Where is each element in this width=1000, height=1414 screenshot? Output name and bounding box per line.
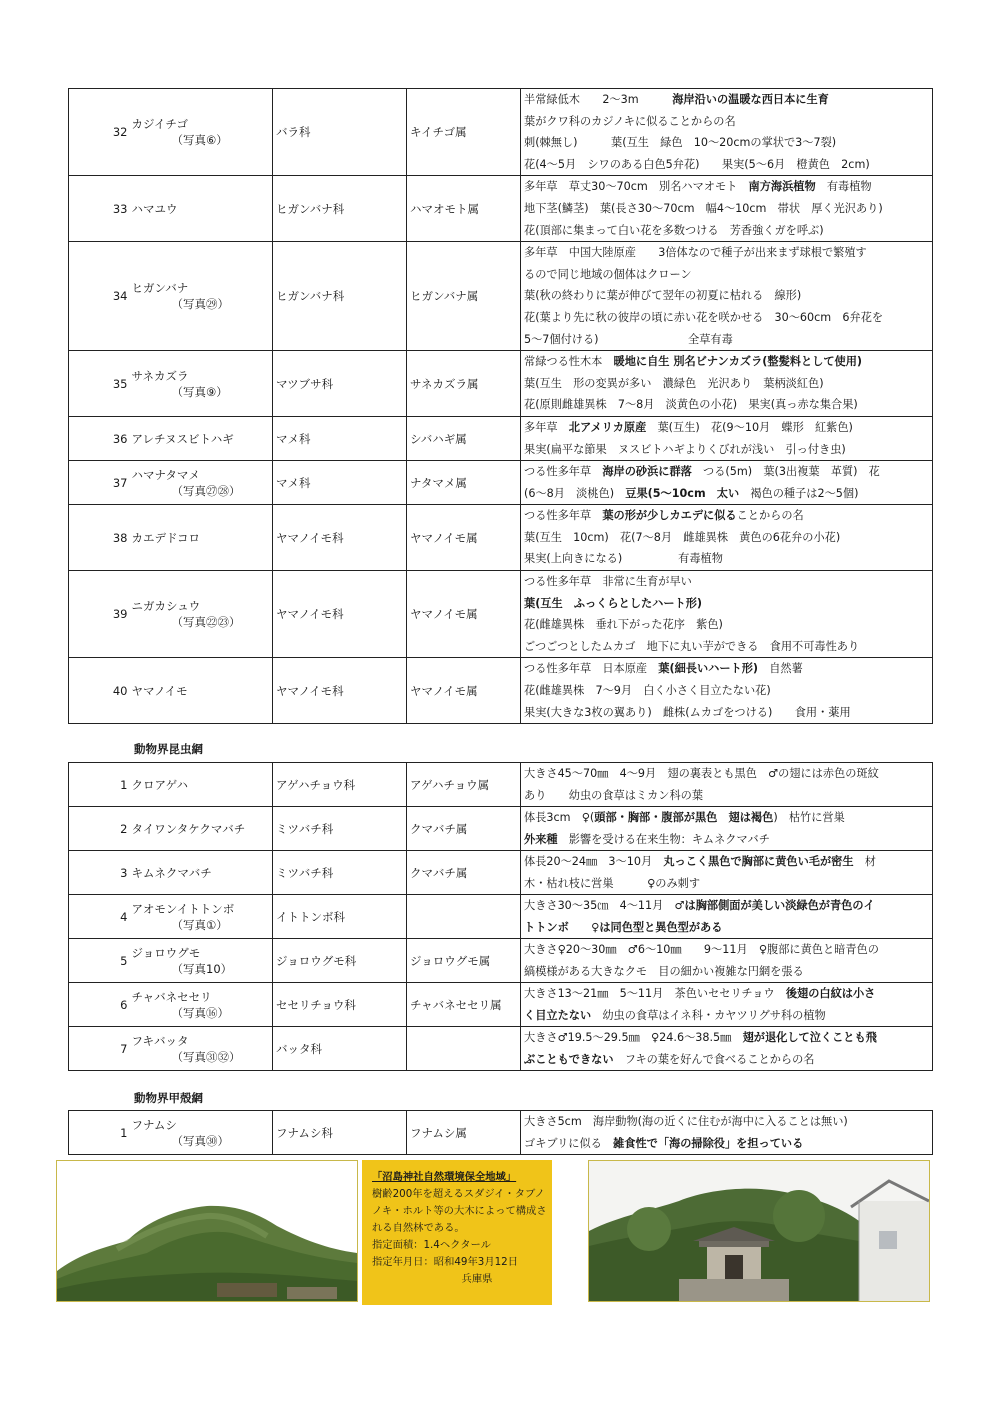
description-line <box>524 373 932 395</box>
description-line <box>524 548 932 570</box>
row-number: 32 <box>69 89 131 176</box>
notice-title: 「沼島神社自然環境保全地域」 <box>372 1171 517 1183</box>
photo-reference: （写真㉒㉓） <box>171 615 241 630</box>
description-text: 5〜7個付ける) 全草有毒 <box>524 332 733 346</box>
family-cell: ヒガンバナ科 <box>273 242 407 351</box>
family-cell: イトトンボ科 <box>273 895 407 939</box>
description-line <box>524 702 932 724</box>
species-name-cell <box>131 242 273 351</box>
species-name-cell <box>131 658 273 724</box>
description-line <box>524 132 932 154</box>
description-line <box>524 351 932 373</box>
description-line <box>524 285 932 307</box>
photo-reference: （写真⑯） <box>171 1005 229 1020</box>
description-cell <box>521 763 933 807</box>
description-line <box>524 111 932 133</box>
species-name-cell <box>131 416 273 460</box>
genus-cell: ハマオモト属 <box>407 176 521 242</box>
shrine-gate-image <box>589 1161 929 1301</box>
family-cell: ミツバチ科 <box>273 807 407 851</box>
photo-reference: （写真㉚） <box>171 1133 229 1148</box>
family-cell: マメ科 <box>273 461 407 505</box>
row-number: 40 <box>69 658 131 724</box>
family-cell: バラ科 <box>273 89 407 176</box>
description-text: ことからの名 <box>736 509 804 523</box>
description-bold-text: 暖地に自生 別名ビナンカズラ(整髪料として使用) <box>613 355 863 369</box>
description-bold-text: トトンボ ♀は同色型と異色型がある <box>524 920 723 934</box>
description-text: るので同じ地域の個体はクローン <box>524 267 692 281</box>
description-text: 大きさ♂19.5〜29.5㎜ ♀24.6〜38.5㎜ <box>524 1031 743 1044</box>
description-line <box>524 983 932 1005</box>
description-text: 果実(大きな3枚の翼あり) 雌株(ムカゴをつける) 食用・薬用 <box>524 705 851 719</box>
genus-cell: ジョロウグモ属 <box>407 939 521 983</box>
row-number: 6 <box>69 983 131 1027</box>
description-cell <box>521 851 933 895</box>
description-bold-text: 北アメリカ原産 <box>568 420 647 434</box>
row-number: 4 <box>69 895 131 939</box>
table-row <box>69 242 933 351</box>
description-text: 花(葉より先に秋の彼岸の頃に赤い花を咲かせる 30〜60cm 6弁花を <box>524 310 884 324</box>
species-name: ヒガンバナ <box>131 281 189 296</box>
table-row <box>69 1027 933 1071</box>
forest-hill-image <box>57 1161 357 1301</box>
table-row <box>69 939 933 983</box>
table-row <box>69 763 933 807</box>
description-cell <box>521 242 933 351</box>
species-name: タイワンタケクマバチ <box>131 821 246 836</box>
family-cell: セセリチョウ科 <box>273 983 407 1027</box>
description-bold-text: 豆果(5〜10cm 太い <box>625 486 740 500</box>
description-text: 果実(扁平な節果 ヌスビトハギよりくびれが浅い 引っ付き虫) <box>524 442 846 456</box>
description-text: 大きさ13〜21㎜ 5〜11月 茶色いセセリチョウ <box>524 987 786 1000</box>
table-row <box>69 851 933 895</box>
description-text: 木・枯れ枝に営巣 ♀のみ刺す <box>524 876 701 890</box>
row-number: 35 <box>69 351 131 417</box>
description-text: 大きさ45〜70㎜ 4〜9月 翅の裏表とも黒色 ♂の翅には赤色の斑紋 <box>524 767 879 780</box>
description-text: 葉がクワ科のカジノキに似ることからの名 <box>524 114 736 128</box>
species-name: アレチヌスビトハギ <box>131 431 234 446</box>
table-row <box>69 571 933 658</box>
table-row <box>69 176 933 242</box>
description-text: 多年草 <box>524 420 569 434</box>
table-row <box>69 505 933 571</box>
description-line <box>524 873 932 895</box>
description-cell <box>521 807 933 851</box>
shrine-gate-photo <box>588 1160 930 1302</box>
row-number: 3 <box>69 851 131 895</box>
description-text: 有毒植物 <box>815 180 872 194</box>
description-line <box>524 1133 932 1155</box>
family-cell: ミツバチ科 <box>273 851 407 895</box>
species-name: サネカズラ <box>131 368 189 383</box>
family-cell: ヤマノイモ科 <box>273 505 407 571</box>
family-cell: フナムシ科 <box>273 1111 407 1155</box>
table-row <box>69 983 933 1027</box>
notice-prefecture: 兵庫県 <box>461 1273 493 1285</box>
description-bold-text: 頭部・胸部・腹部が黒色 翅は褐色 <box>594 811 774 824</box>
description-cell <box>521 658 933 724</box>
species-name: カジイチゴ <box>131 117 188 132</box>
description-text: 体長20〜24㎜ 3〜10月 <box>524 855 664 868</box>
species-name-cell <box>131 939 273 983</box>
forest-hill-photo <box>56 1160 358 1302</box>
notice-body-line: ノキ・ホルト等の大木によって構成さ <box>372 1205 547 1217</box>
description-line <box>524 394 932 416</box>
description-line <box>524 895 932 917</box>
description-line <box>524 614 932 636</box>
description-text: 褐色の種子は2〜5個) <box>739 486 859 500</box>
description-bold-text: ♂は胸部側面が美しい淡緑色が青色のイ <box>674 899 875 912</box>
crustacean-table <box>68 1110 933 1155</box>
photo-reference: （写真10） <box>171 961 233 976</box>
description-text: 地下茎(鱗茎) 葉(長さ30〜70cm 幅4〜10cm 帯状 厚く光沢あり) <box>524 201 883 215</box>
species-name: カエデドコロ <box>131 530 201 545</box>
description-line <box>524 505 932 527</box>
description-cell <box>521 895 933 939</box>
description-line <box>524 483 932 505</box>
table-row <box>69 658 933 724</box>
description-line <box>524 1049 932 1071</box>
species-name: キムネクマバチ <box>131 865 212 880</box>
genus-cell: フナムシ属 <box>407 1111 521 1155</box>
description-text: 花(雌雄異株 垂れ下がった花序 紫色) <box>524 618 723 632</box>
description-cell <box>521 351 933 417</box>
description-text: 常緑つる性木本 <box>524 355 614 369</box>
description-text: 縞模様がある大きなクモ 目の細かい複雑な円網を張る <box>524 964 804 978</box>
description-bold-text: 外来種 <box>524 832 558 846</box>
description-line <box>524 829 932 851</box>
description-bold-text: 海岸の砂浜に群落 <box>602 465 692 479</box>
description-text: 葉(秋の終わりに葉が伸びて翌年の初夏に枯れる 線形) <box>524 289 802 303</box>
species-name: チャバネセセリ <box>131 989 212 1004</box>
species-name-cell <box>131 763 273 807</box>
description-line <box>524 198 932 220</box>
genus-cell: チャバネセセリ属 <box>407 983 521 1027</box>
description-text: 葉(互生 10cm) 花(7〜8月 雌雄異株 黄色の6花弁の小花) <box>524 530 841 544</box>
species-name: クロアゲハ <box>131 777 188 792</box>
family-cell: バッタ科 <box>273 1027 407 1071</box>
description-line <box>524 763 932 785</box>
description-text: つる性多年草 日本原産 <box>524 662 659 676</box>
description-line <box>524 593 932 615</box>
description-bold-text: ぶこともできない <box>524 1052 614 1066</box>
row-number: 39 <box>69 571 131 658</box>
description-text: ごつごつとしたムカゴ 地下に丸い芋ができる 食用不可毒性あり <box>524 639 860 653</box>
description-line <box>524 571 932 593</box>
description-line <box>524 527 932 549</box>
genus-cell: キイチゴ属 <box>407 89 521 176</box>
species-name-cell <box>131 571 273 658</box>
genus-cell: アゲハチョウ属 <box>407 763 521 807</box>
description-bold-text: 葉(互生 ふっくらとしたハート形) <box>524 596 703 610</box>
species-name: フキバッタ <box>131 1033 189 1048</box>
family-cell: ジョロウグモ科 <box>273 939 407 983</box>
genus-cell: シバハギ属 <box>407 416 521 460</box>
description-line <box>524 785 932 807</box>
table-row <box>69 1111 933 1155</box>
description-text: 花(雌雄異株 7〜9月 白く小さく目立たない花) <box>524 684 771 698</box>
description-line <box>524 417 932 439</box>
row-number: 38 <box>69 505 131 571</box>
genus-cell <box>407 895 521 939</box>
family-cell: マツブサ科 <box>273 351 407 417</box>
description-line <box>524 1111 932 1133</box>
family-cell: ヒガンバナ科 <box>273 176 407 242</box>
species-name-cell <box>131 851 273 895</box>
description-cell <box>521 1111 933 1155</box>
photo-reference: （写真①） <box>171 917 228 932</box>
description-text: 影響を受ける在来生物：キムネクマバチ <box>557 832 770 846</box>
description-line <box>524 439 932 461</box>
row-number: 5 <box>69 939 131 983</box>
genus-cell: クマバチ属 <box>407 851 521 895</box>
description-text: 体長3cm ♀( <box>524 811 595 824</box>
description-line <box>524 264 932 286</box>
description-text: 花(4〜5月 シワのある白色5弁花) 果実(5〜6月 橙黄色 2cm) <box>524 157 870 171</box>
insect-section-title: 動物界昆虫網 <box>134 742 203 756</box>
description-text: 多年草 中国大陸原産 3倍体なので種子が出来まず球根で繁殖す <box>524 246 867 260</box>
description-text: つる性多年草 非常に生育が早い <box>524 575 692 589</box>
description-cell <box>521 89 933 176</box>
species-name-cell <box>131 505 273 571</box>
notice-date: 指定年月日：昭和49年3月12日 <box>372 1256 519 1268</box>
table-row <box>69 807 933 851</box>
species-name-cell <box>131 807 273 851</box>
genus-cell: ヤマノイモ属 <box>407 658 521 724</box>
description-line <box>524 851 932 873</box>
description-text: 材 <box>853 855 876 868</box>
description-text: つる(5m) 葉(3出複葉 革質) 花 <box>691 465 880 479</box>
species-name-cell <box>131 461 273 505</box>
description-line <box>524 680 932 702</box>
family-cell: ヤマノイモ科 <box>273 658 407 724</box>
description-line <box>524 939 932 961</box>
family-cell: アゲハチョウ科 <box>273 763 407 807</box>
description-bold-text: 丸っこく黒色で胸部に黄色い毛が密生 <box>663 855 854 868</box>
genus-cell: ヤマノイモ属 <box>407 505 521 571</box>
notice-body-line: れる自然林である。 <box>372 1222 465 1234</box>
description-text: (6〜8月 淡桃色) <box>524 486 626 500</box>
table-row <box>69 416 933 460</box>
description-line <box>524 242 932 264</box>
species-name: ハマユウ <box>131 201 178 216</box>
photo-reference: （写真⑥） <box>171 133 228 148</box>
description-line <box>524 461 932 483</box>
species-name-cell <box>131 89 273 176</box>
description-line <box>524 917 932 939</box>
description-text: 花(原則雌雄異株 7〜8月 淡黄色の小花) 果実(真っ赤な集合果) <box>524 398 858 412</box>
description-bold-text: 雑食性で「海の掃除役」を担っている <box>613 1136 804 1150</box>
description-text: 幼虫の食草はイネ科・カヤツリグサ科の植物 <box>591 1008 826 1022</box>
species-name: ハマナタマメ <box>131 467 200 482</box>
description-cell <box>521 461 933 505</box>
table-row <box>69 89 933 176</box>
description-cell <box>521 505 933 571</box>
description-line <box>524 329 932 351</box>
family-cell: ヤマノイモ科 <box>273 571 407 658</box>
plant-table <box>68 88 933 724</box>
table-row <box>69 461 933 505</box>
species-name: ヤマノイモ <box>131 683 188 698</box>
genus-cell: クマバチ属 <box>407 807 521 851</box>
description-bold-text: 南方海浜植物 <box>748 180 816 194</box>
description-text: つる性多年草 <box>524 465 603 479</box>
row-number: 1 <box>69 763 131 807</box>
photo-reference: （写真㉙） <box>171 297 229 312</box>
photo-reference: （写真⑨） <box>171 384 228 399</box>
description-bold-text: 海岸沿いの温暖な西日本に生育 <box>672 93 829 106</box>
description-line <box>524 961 932 983</box>
genus-cell: ヒガンバナ属 <box>407 242 521 351</box>
description-text: ) 枯竹に営巣 <box>773 811 845 824</box>
description-bold-text: 翅が退化して泣くことも飛 <box>742 1031 877 1044</box>
description-text: 自然薯 <box>758 662 803 676</box>
description-line <box>524 807 932 829</box>
description-text: 半常緑低木 2〜3m <box>524 93 673 106</box>
species-name: ジョロウグモ <box>131 945 201 960</box>
genus-cell <box>407 1027 521 1071</box>
description-line <box>524 154 932 176</box>
row-number: 1 <box>69 1111 131 1155</box>
description-text: 大きさ♀20〜30㎜ ♂6〜10㎜ 9〜11月 ♀腹部に黄色と暗青色の <box>524 943 879 956</box>
description-text: 大きさ5cm 海岸動物(海の近くに住むが海中に入ることは無い) <box>524 1115 848 1128</box>
description-bold-text: 葉(細長いハート形) <box>658 662 758 676</box>
nature-conservation-notice <box>362 1160 552 1305</box>
species-name-cell <box>131 983 273 1027</box>
description-bold-text: く目立たない <box>524 1008 592 1022</box>
description-line <box>524 220 932 242</box>
table-row <box>69 351 933 417</box>
family-cell: マメ科 <box>273 416 407 460</box>
row-number: 33 <box>69 176 131 242</box>
genus-cell: ヤマノイモ属 <box>407 571 521 658</box>
description-text: 花(頂部に集まって白い花を多数つける 芳香強くガを呼ぶ) <box>524 223 824 237</box>
row-number: 34 <box>69 242 131 351</box>
notice-area: 指定面積：1.4ヘクタール <box>372 1239 491 1251</box>
description-line <box>524 176 932 198</box>
photo-reference: （写真㉗㉘） <box>171 483 241 498</box>
species-name-cell <box>131 176 273 242</box>
description-text: 葉(互生 形の変異が多い 濃緑色 光沢あり 葉柄淡紅色) <box>524 376 824 390</box>
description-text: 果実(上向きになる) 有毒植物 <box>524 552 723 566</box>
row-number: 36 <box>69 416 131 460</box>
description-cell <box>521 983 933 1027</box>
description-line <box>524 307 932 329</box>
description-cell <box>521 939 933 983</box>
species-name-cell <box>131 895 273 939</box>
row-number: 2 <box>69 807 131 851</box>
row-number: 37 <box>69 461 131 505</box>
row-number: 7 <box>69 1027 131 1071</box>
crustacean-section-title: 動物界甲殻網 <box>134 1091 203 1105</box>
description-line <box>524 1005 932 1027</box>
description-cell <box>521 571 933 658</box>
species-name-cell <box>131 1027 273 1071</box>
photo-reference: （写真㉛㉜） <box>171 1049 241 1064</box>
description-text: フキの葉を好んで食べることからの名 <box>613 1052 815 1066</box>
description-cell <box>521 416 933 460</box>
species-name-cell <box>131 351 273 417</box>
description-cell <box>521 1027 933 1071</box>
description-cell <box>521 176 933 242</box>
genus-cell: ナタマメ属 <box>407 461 521 505</box>
species-name-cell <box>131 1111 273 1155</box>
notice-body-line: 樹齢200年を超えるスダジイ・タブノ <box>372 1188 545 1200</box>
species-name: アオモンイトトンボ <box>131 901 235 916</box>
description-text: あり 幼虫の食草はミカン科の葉 <box>524 788 704 802</box>
insect-table <box>68 762 933 1071</box>
description-line <box>524 658 932 680</box>
description-line <box>524 1027 932 1049</box>
description-bold-text: 後翅の白紋は小さ <box>785 987 876 1000</box>
description-text: 刺(棘無し) 葉(互生 緑色 10〜20cmの掌状で3〜7裂) <box>524 136 837 150</box>
description-text: ゴキブリに似る <box>524 1136 614 1150</box>
species-name: フナムシ <box>131 1117 177 1132</box>
description-text: 葉(互生) 花(9〜10月 蝶形 紅紫色) <box>646 420 853 434</box>
description-text: 多年草 草丈30〜70cm 別名ハマオモト <box>524 180 749 194</box>
table-row <box>69 895 933 939</box>
description-line <box>524 636 932 658</box>
species-name: ニガカシュウ <box>131 599 201 614</box>
description-text: つる性多年草 <box>524 509 603 523</box>
description-text: 大きさ30〜35㎝ 4〜11月 <box>524 899 675 912</box>
genus-cell: サネカズラ属 <box>407 351 521 417</box>
description-bold-text: 葉の形が少しカエデに似る <box>602 509 737 523</box>
description-line <box>524 89 932 111</box>
